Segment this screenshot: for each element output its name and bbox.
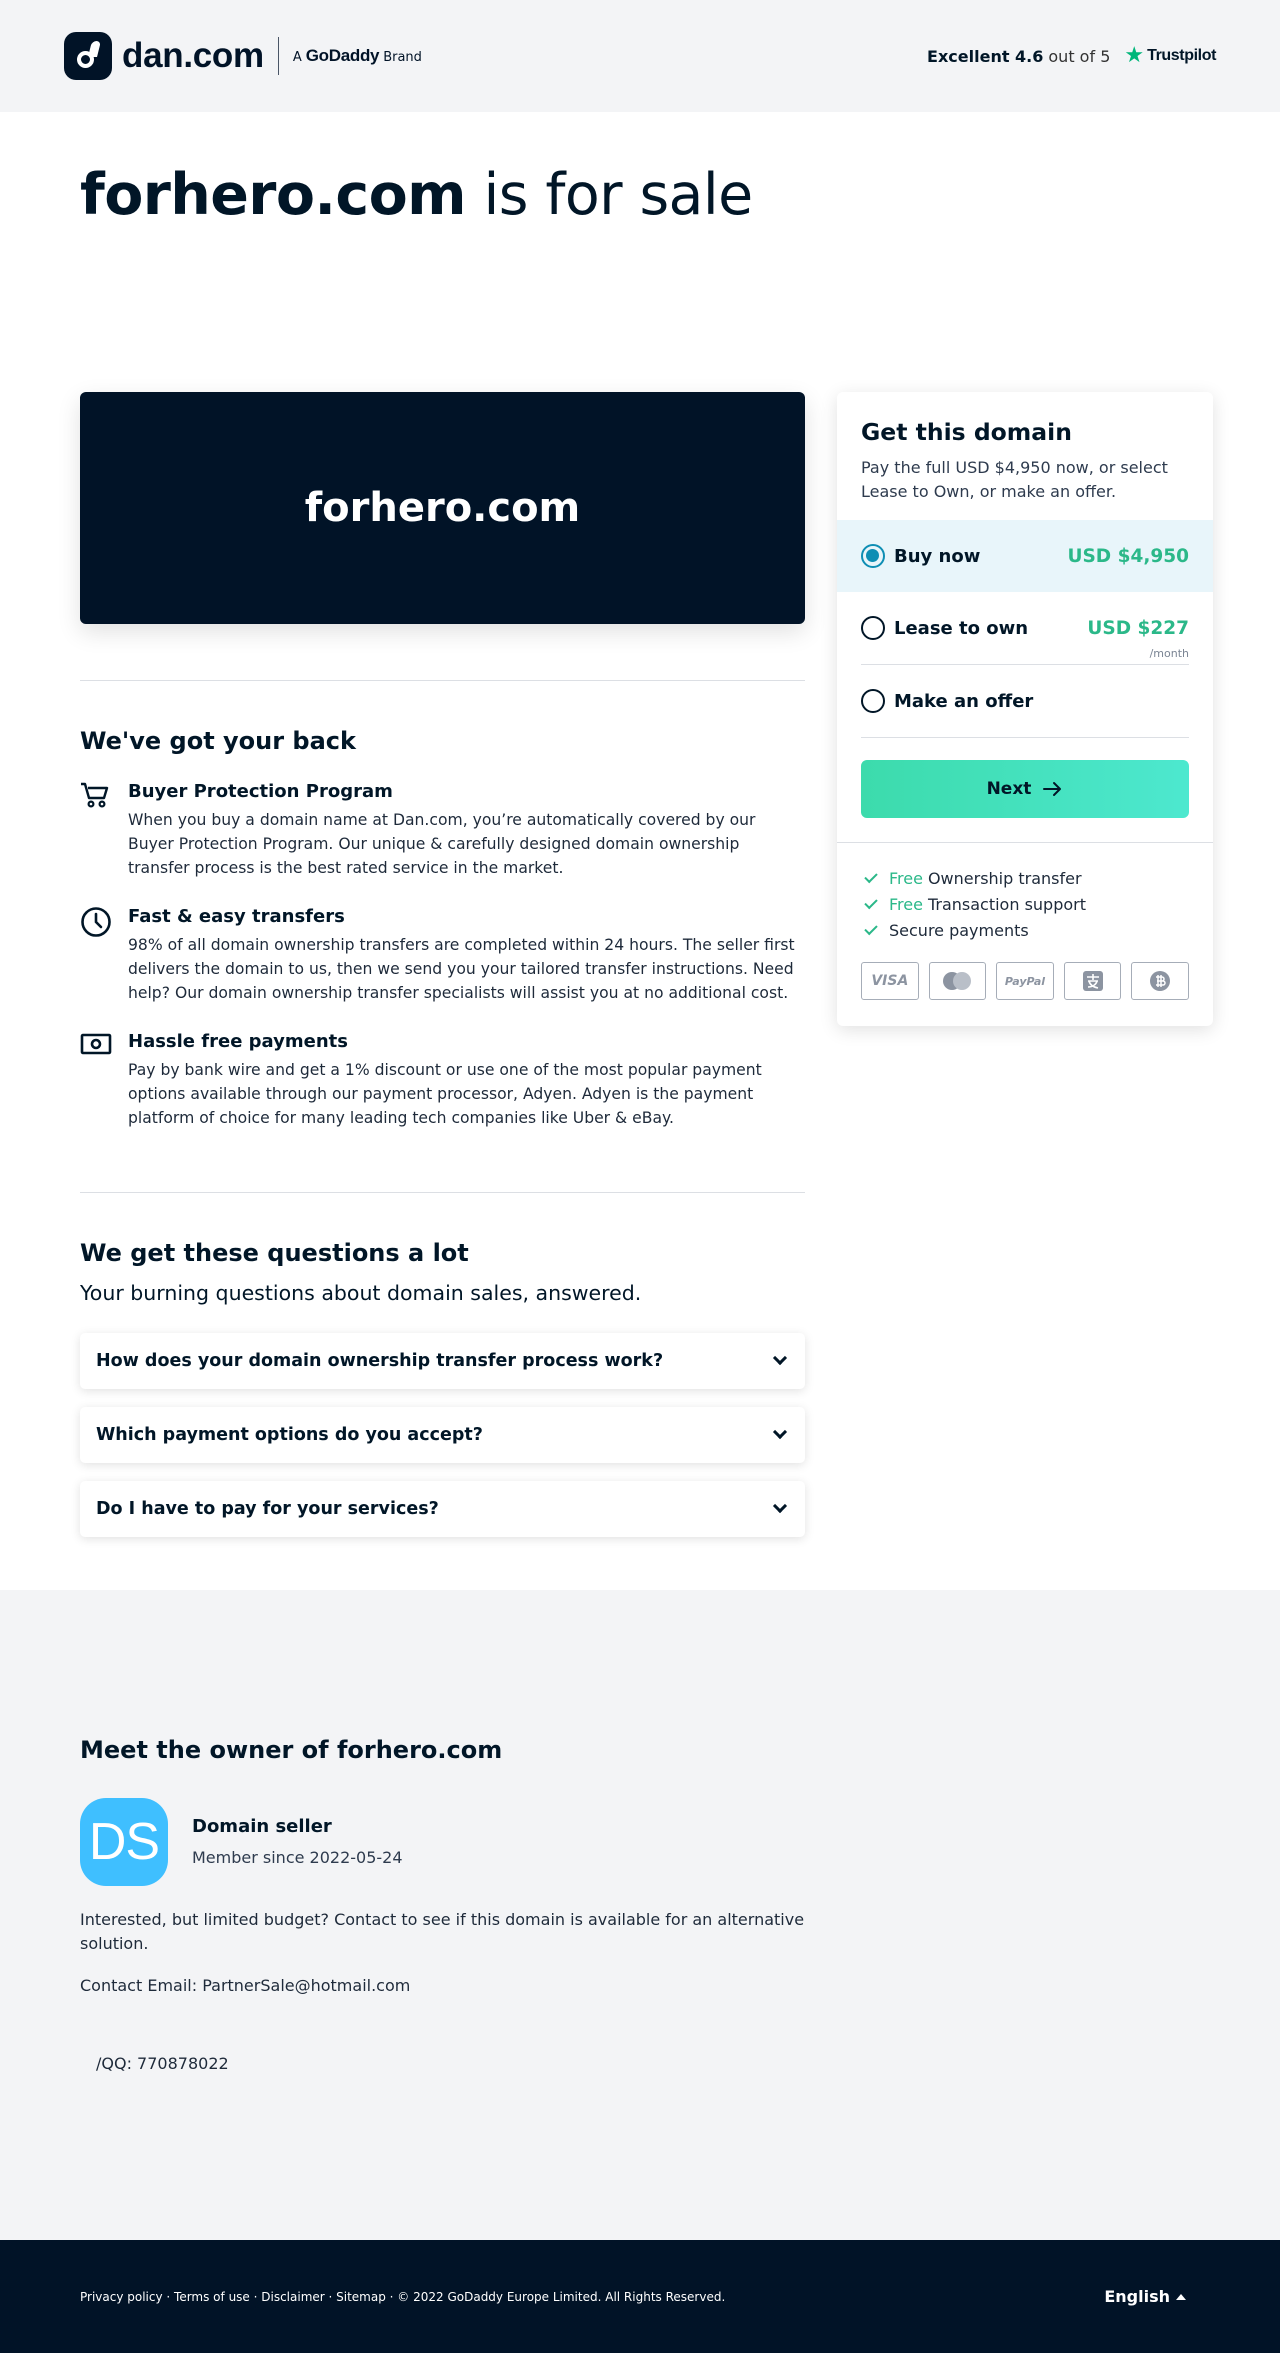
faq-subheading: Your burning questions about domain sales, answered. (80, 1281, 642, 1305)
feature-text: When you buy a domain name at Dan.com, you’re automatically covered by our Buyer Protection Program. Our unique & carefully designed domain ownership transfer process is the best rated service in the market. (128, 811, 756, 877)
mastercard-icon (929, 962, 987, 1000)
feature-title: Buyer Protection Program (128, 781, 393, 802)
paypal-icon (996, 962, 1054, 1000)
domain-card (80, 392, 805, 624)
feature-text: Pay by bank wire and get a 1% discount or use one of the most popular payment options available through our payment processor, Adyen. Adyen is the payment platform of choice for many leading tech companies like Uber & eBay. (128, 1061, 762, 1127)
feature-buyer-protection (80, 781, 805, 880)
feature-text: 98% of all domain ownership transfers are completed within 24 hours. The seller first delivers the domain to us, then we send you your tailored transfer instructions. Need help? Our domain ownership transfer specialists will assist you at no additional cost. (128, 936, 795, 1002)
clock-icon (80, 906, 128, 938)
faq-question: Which payment options do you accept? (96, 1425, 483, 1445)
section-divider (80, 680, 805, 681)
lease-period: /month (1149, 647, 1189, 660)
perk-ownership-transfer (861, 869, 1189, 888)
site-footer (0, 2240, 1280, 2353)
buy-heading: Get this domain (861, 418, 1072, 446)
alipay-icon (1064, 962, 1122, 1000)
title-suffix: is for sale (465, 162, 753, 228)
buy-card (837, 392, 1213, 1026)
brand-divider (278, 37, 279, 75)
option-divider (861, 737, 1189, 738)
option-label: Buy now (894, 545, 981, 567)
option-make-offer[interactable] (837, 665, 1213, 737)
owner-contact-email: Contact Email: PartnerSale@hotmail.com (80, 1976, 411, 1995)
faq-item-payment-options[interactable] (80, 1407, 805, 1463)
brand-suffix: Brand (383, 50, 422, 65)
owner-section (0, 1590, 1280, 2240)
dan-logo-icon (64, 32, 112, 80)
section-divider (80, 1192, 805, 1193)
paypal-text: PayPal (1004, 974, 1046, 988)
trustpilot-rating[interactable] (927, 45, 1216, 67)
cart-icon (80, 781, 128, 813)
check-icon (864, 870, 877, 883)
perk-text: Secure payments (889, 921, 1029, 940)
option-label: Lease to own (894, 617, 1029, 639)
cash-icon (80, 1031, 128, 1063)
left-column (80, 392, 805, 1537)
feature-title: Fast & easy transfers (128, 906, 345, 927)
option-buy-now[interactable] (837, 520, 1213, 592)
next-button-label: Next (986, 779, 1032, 799)
check-icon (864, 896, 877, 909)
feature-title: Hassle free payments (128, 1031, 348, 1052)
avatar (80, 1798, 168, 1886)
faq-list (80, 1333, 805, 1537)
seller-member-since: Member since 2022-05-24 (192, 1848, 403, 1867)
owner-heading: Meet the owner of forhero.com (80, 1736, 503, 1764)
radio-selected-icon[interactable] (861, 544, 885, 568)
faq-question: How does your domain ownership transfer process work? (96, 1351, 664, 1371)
owner-qq: /QQ: 770878022 (96, 2054, 229, 2073)
perk-text: Transaction support (927, 895, 1086, 914)
logo-text: dan.com (122, 36, 264, 75)
chevron-down-icon (773, 1351, 787, 1365)
perks-list (837, 843, 1213, 1026)
avatar-initials: DS (88, 1813, 160, 1871)
trustpilot-star-icon: ★ (1124, 43, 1145, 68)
faq-item-service-fees[interactable] (80, 1481, 805, 1537)
trust-score: Excellent 4.6 (927, 46, 1044, 66)
next-button[interactable] (861, 760, 1189, 818)
perk-free: Free (889, 895, 923, 914)
perk-free: Free (889, 869, 923, 888)
chevron-down-icon (773, 1499, 787, 1513)
site-header (0, 0, 1280, 112)
buy-description: Pay the full USD $4,950 now, or select Lease to Own, or make an offer. (861, 458, 1168, 501)
payment-methods (861, 962, 1189, 1000)
main-content (0, 112, 1280, 1590)
radio-unselected-icon[interactable] (861, 689, 885, 713)
caret-up-icon (1176, 2294, 1186, 2300)
brand-logo[interactable] (64, 32, 422, 80)
visa-icon (861, 962, 919, 1000)
option-label: Make an offer (894, 690, 1034, 712)
seller-name: Domain seller (192, 1816, 332, 1837)
language-label: English (1104, 2287, 1170, 2306)
language-selector[interactable] (1104, 2287, 1186, 2306)
bitcoin-icon (1131, 962, 1189, 1000)
footer-links[interactable]: Privacy policy · Terms of use · Disclaimer · Sitemap · © 2022 GoDaddy Europe Limited. All Rights Reserved. (80, 2289, 726, 2304)
faq-question: Do I have to pay for your services? (96, 1499, 439, 1519)
perk-transaction-support (861, 895, 1189, 914)
option-price: USD $4,950 (1067, 545, 1189, 567)
feature-fast-transfers (80, 906, 805, 1005)
faq-item-transfer-process[interactable] (80, 1333, 805, 1389)
check-icon (864, 922, 877, 935)
arrow-right-icon (1043, 781, 1063, 797)
trust-outof: out of 5 (1048, 46, 1111, 66)
brand-name: GoDaddy (305, 46, 380, 65)
domain-card-text: forhero.com (304, 485, 581, 531)
page-title (80, 112, 1200, 280)
protection-heading: We've got your back (80, 727, 356, 755)
trustpilot-brand: Trustpilot (1147, 47, 1216, 64)
perk-secure-payments (861, 921, 1189, 940)
chevron-down-icon (773, 1425, 787, 1439)
owner-message: Interested, but limited budget? Contact to see if this domain is available for an alternative solution. (80, 1910, 805, 1953)
feature-hassle-free-payments (80, 1031, 805, 1130)
radio-unselected-icon[interactable] (861, 616, 885, 640)
godaddy-brand (293, 46, 422, 66)
title-domain: forhero.com (80, 162, 466, 228)
faq-heading: We get these questions a lot (80, 1239, 469, 1267)
visa-text: VISA (871, 973, 909, 989)
brand-prefix: A (292, 50, 302, 65)
perk-text: Ownership transfer (927, 869, 1082, 888)
option-price: USD $227 (1087, 617, 1189, 639)
buy-card-header (837, 392, 1213, 520)
